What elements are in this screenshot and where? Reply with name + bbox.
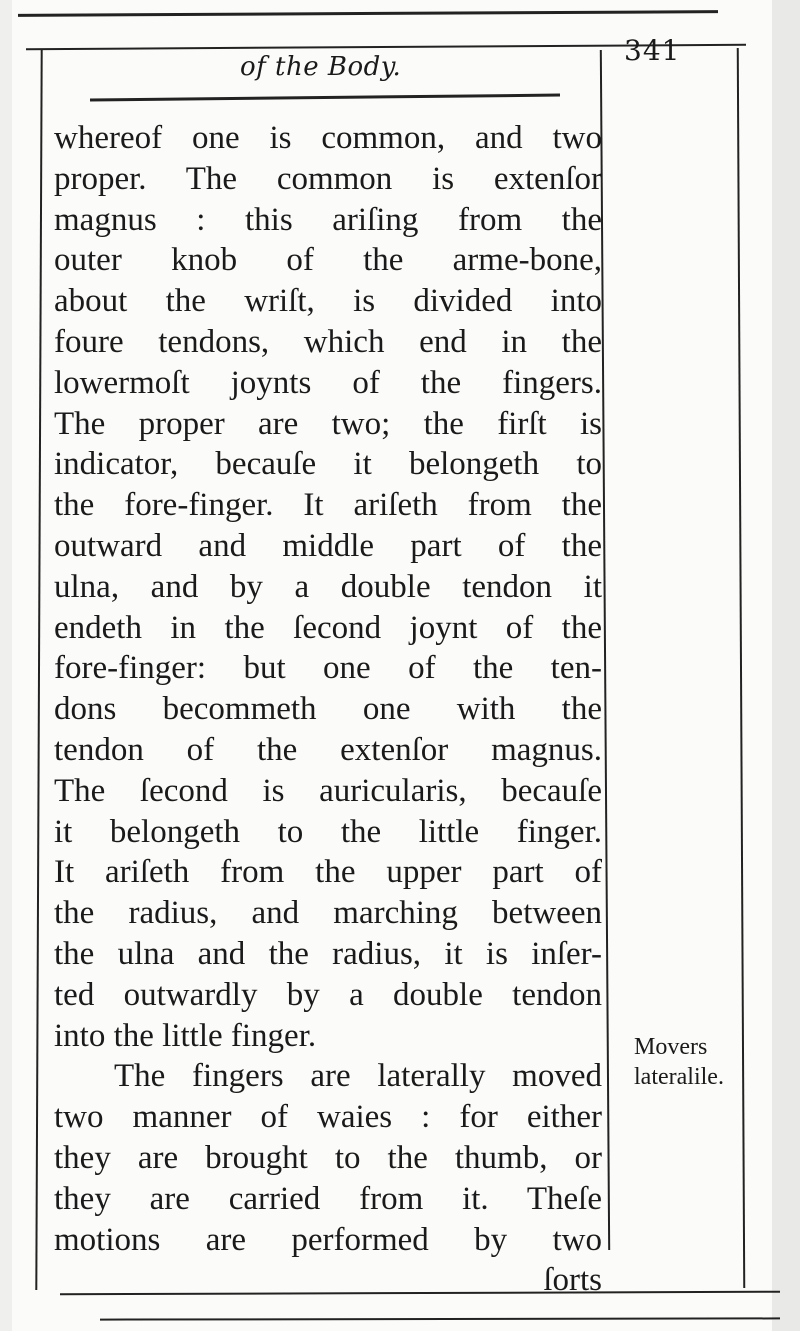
text-line: into the little finger.: [54, 1017, 317, 1054]
text-line: The proper are two; the firſt is: [54, 405, 602, 442]
text-line: fore-finger: but one of the ten-: [54, 650, 602, 687]
catchword: ſorts: [543, 1262, 602, 1299]
text-line: foure tendons, which end in the: [54, 323, 602, 360]
text-line: endeth in the ſecond joynt of the: [54, 609, 602, 646]
text-line: indicator, becauſe it belongeth to: [54, 446, 602, 483]
text-line: about the wriſt, is divided into: [54, 283, 602, 320]
text-line: dons becommeth one with the: [54, 691, 602, 728]
text-line: magnus : this ariſing from the: [54, 201, 602, 238]
text-line: tendon of the extenſor magnus.: [54, 731, 602, 768]
text-line: whereof one is common, and two: [54, 120, 602, 156]
text-line: the radius, and marching between: [54, 895, 602, 932]
margin-column-rule: [737, 48, 745, 1288]
text-line: It ariſeth from the upper part of: [54, 854, 602, 891]
bottom-rule-lower: [100, 1317, 780, 1320]
margin-note-line: lateralile.: [634, 1064, 724, 1090]
text-line: it belongeth to the little finger.: [54, 813, 602, 850]
margin-note-line: Movers: [634, 1034, 708, 1060]
text-line: the fore-finger. It ariſeth from the: [54, 487, 602, 524]
text-line: The fingers are laterally moved: [114, 1058, 602, 1095]
margin-note: [634, 1032, 744, 1092]
text-line: lowermoſt joynts of the fingers.: [54, 364, 602, 401]
page-number: 341: [624, 34, 681, 67]
page-edge-right: [772, 0, 800, 1331]
text-line: they are brought to the thumb, or: [54, 1139, 602, 1176]
left-frame-rule: [35, 50, 42, 1290]
top-outer-rule: [18, 10, 718, 17]
text-line: two manner of waies : for either: [54, 1099, 602, 1136]
header-underline: [90, 94, 560, 102]
text-line: motions are performed by two: [54, 1221, 602, 1258]
text-line: they are carried from it. Theſe: [54, 1180, 602, 1217]
text-line: The ſecond is auricularis, becauſe: [54, 772, 602, 809]
text-line: outward and middle part of the: [54, 527, 602, 564]
text-line: proper. The common is extenſor: [54, 160, 602, 197]
text-line: ted outwardly by a double tendon: [54, 976, 602, 1013]
text-line: the ulna and the radius, it is inſer-: [54, 935, 602, 972]
running-title: of the Body.: [240, 52, 402, 82]
text-line: ulna, and by a double tendon it: [54, 568, 602, 605]
page-edge-left: [0, 0, 12, 1331]
body-text: [54, 118, 602, 1301]
text-line: outer knob of the arme-bone,: [54, 242, 602, 279]
